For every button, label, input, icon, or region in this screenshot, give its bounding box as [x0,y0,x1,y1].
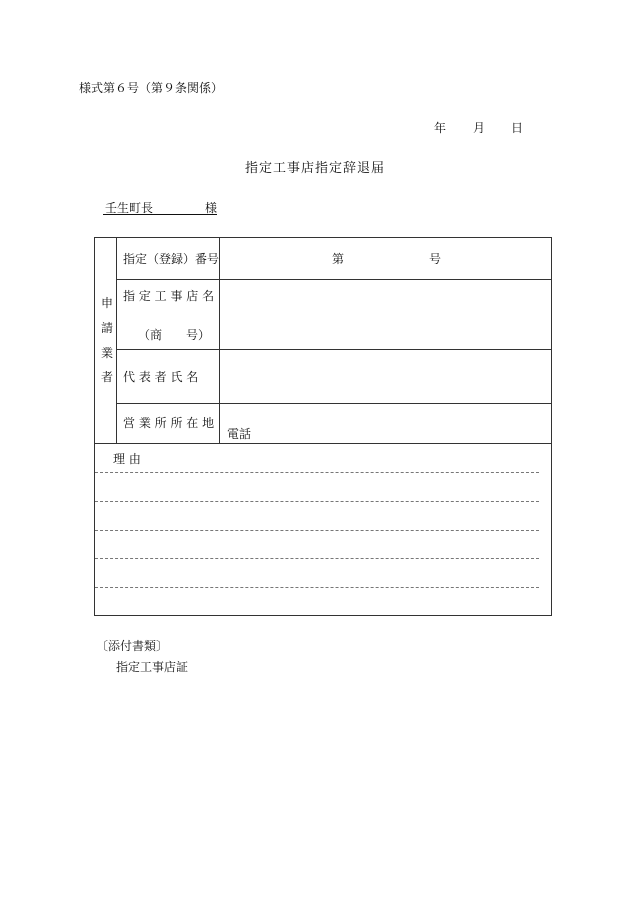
reason-label: 理 由 [113,452,141,466]
trade-name-label: （商 号） [138,328,211,342]
store-name-field[interactable] [222,282,548,346]
reason-divider [94,443,552,444]
applicant-side-char: 請 [101,321,114,335]
side-column-divider [116,237,117,443]
label-column-divider [219,237,220,443]
applicant-side-char: 者 [101,370,114,384]
document-title: 指定工事店指定辞退届 [244,161,385,176]
registration-number-suffix: 号 [429,252,442,266]
attachments-heading: 〔添付書類〕 [96,639,169,653]
reason-field[interactable] [96,466,550,614]
addressee-honorific: 様 [205,201,218,215]
applicant-side-char: 業 [101,346,114,360]
row-divider [116,403,552,404]
form-number: 様式第６号（第９条関係） [79,81,224,95]
representative-name-field[interactable] [222,352,548,400]
date-month-label: 月 [473,121,486,135]
addressee-underline [103,214,217,215]
registration-number-prefix: 第 [332,252,345,266]
representative-name-label: 代 表 者 氏 名 [123,370,199,384]
attachment-item: 指定工事店証 [116,660,189,674]
phone-label: 電話 [227,427,252,441]
registration-number-label: 指定（登録）番号 [123,252,220,266]
store-name-label: 指 定 工 事 店 名 [123,289,215,303]
date-day-label: 日 [511,121,524,135]
addressee: 壬生町長 [105,201,154,215]
office-address-label: 営 業 所 所 在 地 [123,416,215,430]
applicant-side-char: 申 [101,296,114,310]
date-year-label: 年 [434,121,447,135]
row-divider [116,349,552,350]
row-divider [116,279,552,280]
registration-number-field[interactable] [346,246,426,270]
office-address-field[interactable] [222,406,548,440]
